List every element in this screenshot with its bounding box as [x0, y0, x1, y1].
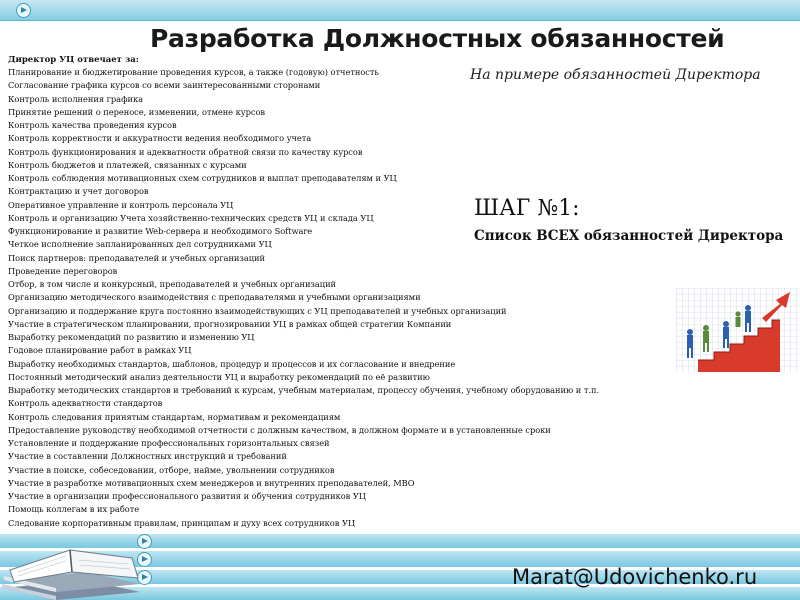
responsibility-item: Контроль соблюдения мотивационных схем сотрудников и выплат преподавателям и УЦ — [8, 173, 397, 183]
responsibility-item: Организацию и поддержание круга постоянно взаимодействующих с УЦ преподавателей и учебных организаций — [8, 305, 507, 316]
responsibility-item: Контрактацию и учет договоров — [8, 186, 149, 197]
slide-subtitle: На примере обязанностей Директора — [470, 67, 761, 83]
responsibility-item: Установление и поддержание профессиональных горизонтальных связей — [8, 438, 330, 448]
responsibility-item: Планирование и бюджетирование проведения курсов, а также (годовую) отчетность — [8, 67, 379, 77]
responsibility-item: Контроль функционирования и адекватности обратной связи по качеству курсов — [8, 146, 363, 157]
responsibility-item: Поиск партнеров: преподавателей и учебных организаций — [8, 252, 266, 263]
responsibility-item: Четкое исполнение запланированных дел сотрудниками УЦ — [8, 239, 272, 250]
responsibility-item: Функционирование и развитие Web-сервера и необходимого Software — [8, 226, 313, 236]
responsibility-item: Выработку методических стандартов и требований к курсам, учебным материалам, процессу обучения, учебному оборудованию и т.п. — [8, 385, 600, 395]
responsibility-item: Отбор, в том числе и конкурсный, преподавателей и учебных организаций — [8, 279, 337, 289]
responsibility-item: Предоставление руководству необходимой отчетности с должным качеством, в должном формате и в установленные сроки — [8, 424, 551, 435]
slide-title: Разработка Должностных обязанностей — [150, 24, 725, 53]
responsibility-item: Постоянный методический анализ деятельности УЦ и выработку рекомендаций по её развитию — [8, 371, 430, 382]
responsibility-item: Участие в составлении Должностных инструкций и требований — [8, 451, 287, 462]
responsibility-item: Проведение переговоров — [8, 265, 118, 276]
responsibility-item: Контроль адекватности стандартов — [8, 398, 163, 409]
responsibility-item: Участие в стратегическом планировании, прогнозировании УЦ в рамках общей стратегии Компании — [8, 318, 452, 329]
responsibilities-heading: Директор УЦ отвечает за: — [8, 55, 139, 65]
responsibility-item: Выработку необходимых стандартов, шаблонов, процедур и процессов и их согласование и внедрение — [8, 358, 456, 369]
responsibility-item: Участие в организации профессионального развития и обучения сотрудников УЦ — [8, 491, 366, 501]
responsibility-item: Контроль корректности и аккуратности ведения необходимого учета — [8, 133, 312, 144]
responsibility-item: Выработку рекомендаций по развитию и изменению УЦ — [8, 332, 255, 342]
responsibility-item: Годовое планирование работ в рамках УЦ — [8, 345, 192, 356]
step-heading: ШАГ №1: — [474, 196, 580, 221]
responsibility-item: Контроль бюджетов и платежей, связанных с курсами — [8, 159, 247, 170]
responsibility-item: Контроль исполнения графика — [8, 93, 144, 104]
play-icon[interactable] — [16, 3, 31, 18]
responsibilities-list — [8, 66, 599, 530]
responsibility-item: Принятие решений о переносе, изменении, отмене курсов — [8, 106, 266, 117]
top-decorative-bar — [0, 0, 800, 21]
responsibility-item: Участие в разработке мотивационных схем менеджеров и внутренних преподавателей, МВО — [8, 477, 415, 488]
responsibility-item: Помощь коллегам в их работе — [8, 504, 140, 515]
responsibility-item: Оперативное управление и контроль персонала УЦ — [8, 199, 234, 210]
staircase-arrow-illustration — [676, 288, 798, 372]
footer-email[interactable]: Marat@Udovichenko.ru — [512, 565, 758, 589]
step-description: Список ВСЕХ обязанностей Директора — [474, 228, 784, 244]
responsibility-item: Следование корпоративным правилам, принципам и духу всех сотрудников УЦ — [8, 517, 356, 528]
responsibility-item: Контроль и организацию Учета хозяйственно-технических средств УЦ и склада УЦ — [8, 212, 374, 223]
responsibility-item: Контроль качества проведения курсов — [8, 120, 177, 130]
responsibility-item: Контроль следования принятым стандартам, нормативам и рекомендациям — [8, 411, 341, 422]
responsibility-item: Организацию методического взаимодействия с преподавателями и учебными организациями — [8, 292, 421, 303]
responsibility-item: Участие в поиске, собеседовании, отборе, найме, увольнении сотрудников — [8, 464, 335, 475]
open-book-stack-icon — [0, 530, 150, 600]
responsibility-item: Согласование графика курсов со всеми заинтересованными сторонами — [8, 80, 321, 91]
